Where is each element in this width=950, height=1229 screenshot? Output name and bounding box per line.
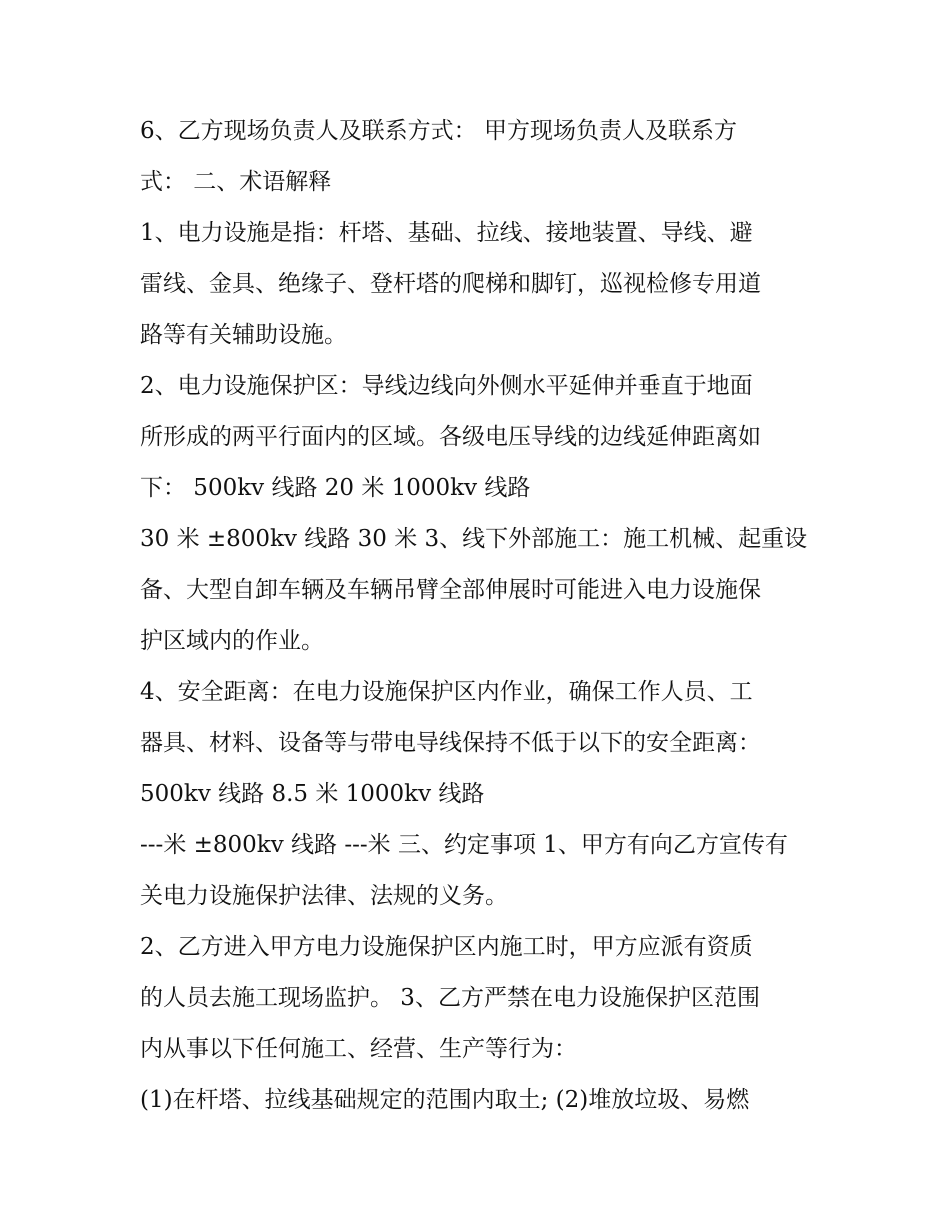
- text-line-20: (1)在杆塔、拉线基础规定的范围内取土; (2)堆放垃圾、易燃: [140, 1087, 750, 1113]
- text-line-13: 器具、材料、设备等与带电导线保持不低于以下的安全距离：: [140, 730, 761, 756]
- text-line-10: 备、大型自卸车辆及车辆吊臂全部伸展时可能进入电力设施保: [140, 577, 761, 603]
- text-line-14: 500kv 线路 8.5 米 1000kv 线路: [140, 781, 485, 807]
- text-line-16: 关电力设施保护法律、法规的义务。: [140, 883, 508, 909]
- text-line-8: 下： 500kv 线路 20 米 1000kv 线路: [140, 475, 531, 501]
- text-line-12: 4、安全距离：在电力设施保护区内作业，确保工作人员、工: [140, 679, 753, 705]
- text-line-19: 内从事以下任何施工、经营、生产等行为：: [140, 1036, 577, 1062]
- text-line-3: 1、电力设施是指：杆塔、基础、拉线、接地装置、导线、避: [140, 220, 753, 246]
- document-body: [140, 106, 820, 1126]
- text-line-9: 30 米 ±800kv 线路 30 米 3、线下外部施工：施工机械、起重设: [140, 526, 808, 552]
- text-line-7: 所形成的两平行面内的区域。各级电压导线的边线延伸距离如: [140, 424, 761, 450]
- text-line-6: 2、电力设施保护区：导线边线向外侧水平延伸并垂直于地面: [140, 373, 753, 399]
- text-line-17: 2、乙方进入甲方电力设施保护区内施工时，甲方应派有资质: [140, 934, 753, 960]
- text-line-15: ---米 ±800kv 线路 ---米 三、约定事项 1、甲方有向乙方宣传有: [140, 832, 788, 858]
- text-line-2: 式： 二、术语解释: [140, 169, 332, 195]
- text-line-11: 护区域内的作业。: [140, 628, 324, 654]
- text-line-18: 的人员去施工现场监护。 3、乙方严禁在电力设施保护区范围: [140, 985, 760, 1011]
- text-line-5: 路等有关辅助设施。: [140, 322, 347, 348]
- text-line-4: 雷线、金具、绝缘子、登杆塔的爬梯和脚钉，巡视检修专用道: [140, 271, 761, 297]
- text-line-1: 6、乙方现场负责人及联系方式： 甲方现场负责人及联系方: [140, 118, 737, 144]
